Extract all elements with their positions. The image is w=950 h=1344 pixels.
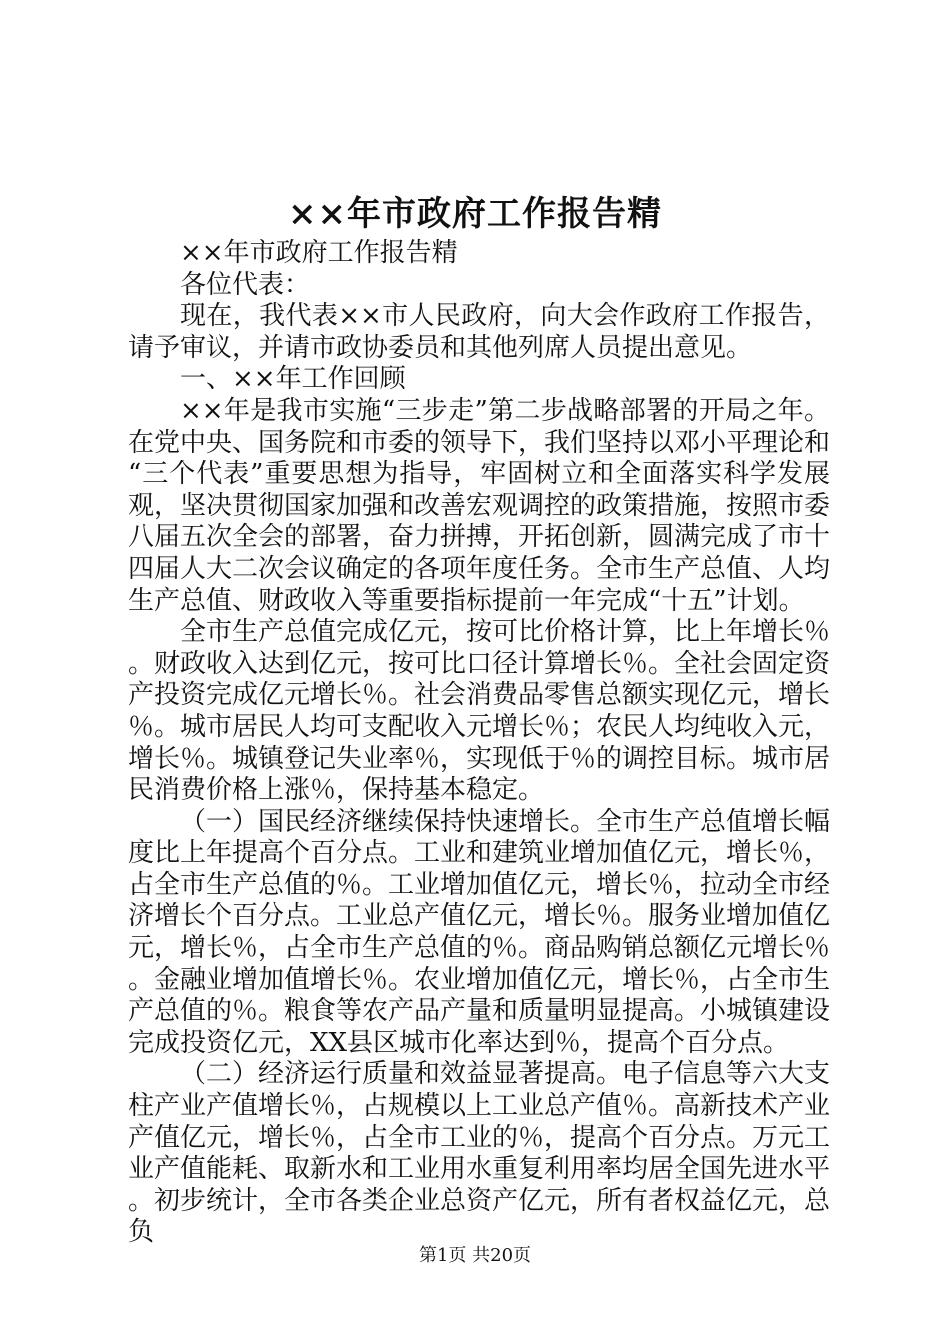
paragraph-intro: 现在，我代表××市人民政府，向大会作政府工作报告，请予审议，并请市政协委员和其他列席人员提出意见。 (128, 301, 830, 363)
paragraph-growth: （一）国民经济继续保持快速增长。全市生产总值增长幅度比上年提高个百分点。工业和建筑业增加值亿元，增长％，占全市生产总值的％。工业增加值亿元，增长％，拉动全市经济增长个百分点。工业总产值亿元，增长％。服务业增加值亿元，增长％，占全市生产总值的％。商品购销总额亿元增长％。金融业增加值增长％。农业增加值亿元，增长％，占全市生产总值的％。粮食等农产品产量和质量明显提高。小城镇建设完成投资亿元，XX县区城市化率达到％，提高个百分点。 (128, 806, 831, 1058)
document-title: ××年市政府工作报告精 (288, 194, 662, 234)
paragraph-indicators: 全市生产总值完成亿元，按可比价格计算，比上年增长％。财政收入达到亿元，按可比口径计算增长％。全社会固定资产投资完成亿元增长％。社会消费品零售总额实现亿元，增长％。城市居民人均可支配收入元增长％；农民人均纯收入元，增长％。城镇登记失业率％，实现低于％的调控目标。城市居民消费价格上涨％，保持基本稳定。 (128, 617, 831, 806)
paragraph-overview: ××年是我市实施“三步走”第二步战略部署的开局之年。在党中央、国务院和市委的领导下，我们坚持以邓小平理论和“三个代表”重要思想为指导，牢固树立和全面落实科学发展观，坚决贯彻国家加强和改善宏观调控的政策措施，按照市委八届五次全会的部署，奋力拼搏，开拓创新，圆满完成了市十四届人大二次会议确定的各项年度任务。全市生产总值、人均生产总值、财政收入等重要指标提前一年完成“十五”计划。 (128, 395, 831, 616)
paragraph-quality: （二）经济运行质量和效益显著提高。电子信息等六大支柱产业产值增长％，占规模以上工业总产值％。高新技术产业产值亿元，增长％，占全市工业的％，提高个百分点。万元工业产值能耗、取新水和工业用水重复利用率均居全国先进水平。初步统计，全市各类企业总资产亿元，所有者权益亿元，总负 (128, 1059, 831, 1248)
page-footer: 第1页 共20页 (418, 1245, 532, 1266)
document-body (128, 238, 830, 1249)
paragraph-subtitle: ××年市政府工作报告精 (180, 238, 458, 268)
paragraph-salutation: 各位代表： (180, 269, 311, 300)
section-heading-review: 一、××年工作回顾 (180, 364, 406, 395)
